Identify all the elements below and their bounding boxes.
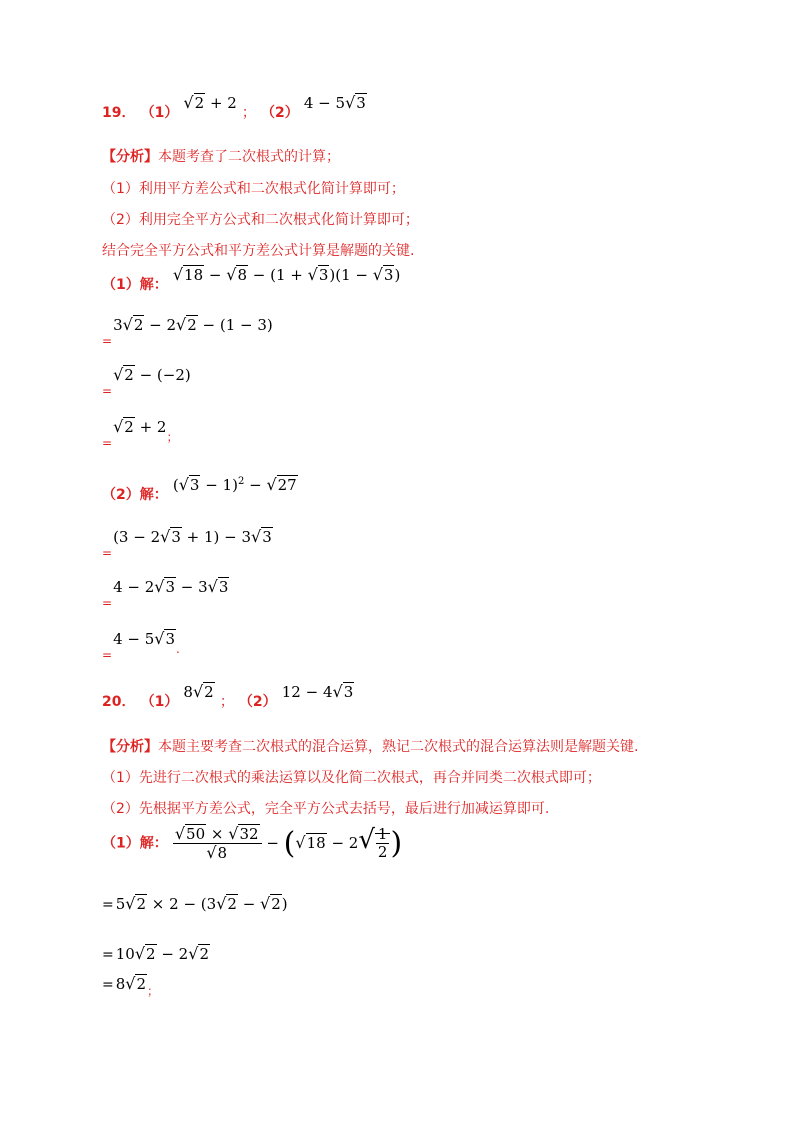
q20-analysis-text: 本题主要考查二次根式的混合运算，熟记二次根式的混合运算法则是解题关键.	[158, 739, 639, 755]
q19-number: 19．	[102, 105, 136, 121]
q20-sol1-label: （1）解：	[102, 835, 168, 852]
q20-analysis-tag: 【分析】	[102, 739, 158, 755]
q19-answer2: 4 − 5√3	[303, 93, 366, 112]
q20-sol1-expr: $\frac{√50 \times √32}{√8}$ − (√18 − 2√ $\frac{1}{2}$ )	[174, 824, 403, 862]
q20-sol1-step1: = 5√2 × 2 − (3√2 − √2)	[102, 894, 288, 913]
q19-analysis-text: 本题考查了二次根式的计算；	[158, 149, 340, 165]
q19-part1-label: （1）	[140, 105, 179, 121]
q19-analysis	[102, 150, 340, 164]
q20-answer2: 12 − 4√3	[281, 682, 354, 701]
q19-sol2-step1: $_=$(3 − 2√3 + 1) − 3√3	[102, 527, 272, 560]
q20-answer1: 8√2	[183, 682, 214, 701]
q20-answer-line	[102, 682, 354, 710]
q19-sol1-step1: $_=$3√2 − 2√2 − (1 − 3)	[102, 315, 273, 348]
q20-sol1-line	[102, 826, 402, 861]
q20-hint1: （1）先进行二次根式的乘法运算以及化简二次根式，再合并同类二次根式即可；	[102, 770, 601, 786]
q19-hint1: （1）利用平方差公式和二次根式化简计算即可；	[102, 181, 405, 197]
q19-hint3: 结合完全平方公式和平方差公式计算是解题的关键.	[102, 243, 415, 259]
q20-sep: ；	[219, 694, 234, 710]
q20-part2-label: （2）	[238, 694, 277, 710]
q19-answer-line	[102, 93, 367, 121]
q19-sol2-step3: $_=$4 − 5√3.	[102, 629, 180, 662]
q19-sol1-label: （1）解：	[102, 277, 168, 293]
q19-sep: ；	[241, 105, 256, 121]
q19-sol2-expr: $(√3 - 1)^2 - √27$	[172, 475, 297, 494]
q20-part1-label: （1）	[140, 694, 179, 710]
q20-hint2: （2）先根据平方差公式，完全平方公式去括号，最后进行加减运算即可.	[102, 801, 550, 817]
q19-answer1: √2 + 2	[183, 93, 237, 112]
q19-sol1-step3: $_=$√2 + 2；	[102, 417, 179, 450]
q20-sol1-step2: = 10√2 − 2√2	[102, 944, 209, 963]
q19-hint2: （2）利用完全平方公式和二次根式化简计算即可；	[102, 212, 419, 228]
q19-sol2-step2: $_=$4 − 2√3 − 3√3	[102, 577, 229, 610]
q19-sol2-line	[102, 475, 298, 503]
q19-sol1-line	[102, 265, 401, 293]
q20-sol1-step3: = $8√2_;$	[102, 974, 160, 998]
q20-analysis	[102, 740, 638, 754]
q19-part2-label: （2）	[261, 105, 299, 121]
q19-sol2-label: （2）解：	[102, 487, 168, 503]
q19-sol1-expr: √18 − √8 − (1 + √3)(1 − √3)	[172, 265, 401, 284]
q19-analysis-tag: 【分析】	[102, 149, 158, 165]
q19-sol1-step2: $_=$√2 − (−2)	[102, 365, 191, 398]
q20-number: 20．	[102, 694, 136, 710]
